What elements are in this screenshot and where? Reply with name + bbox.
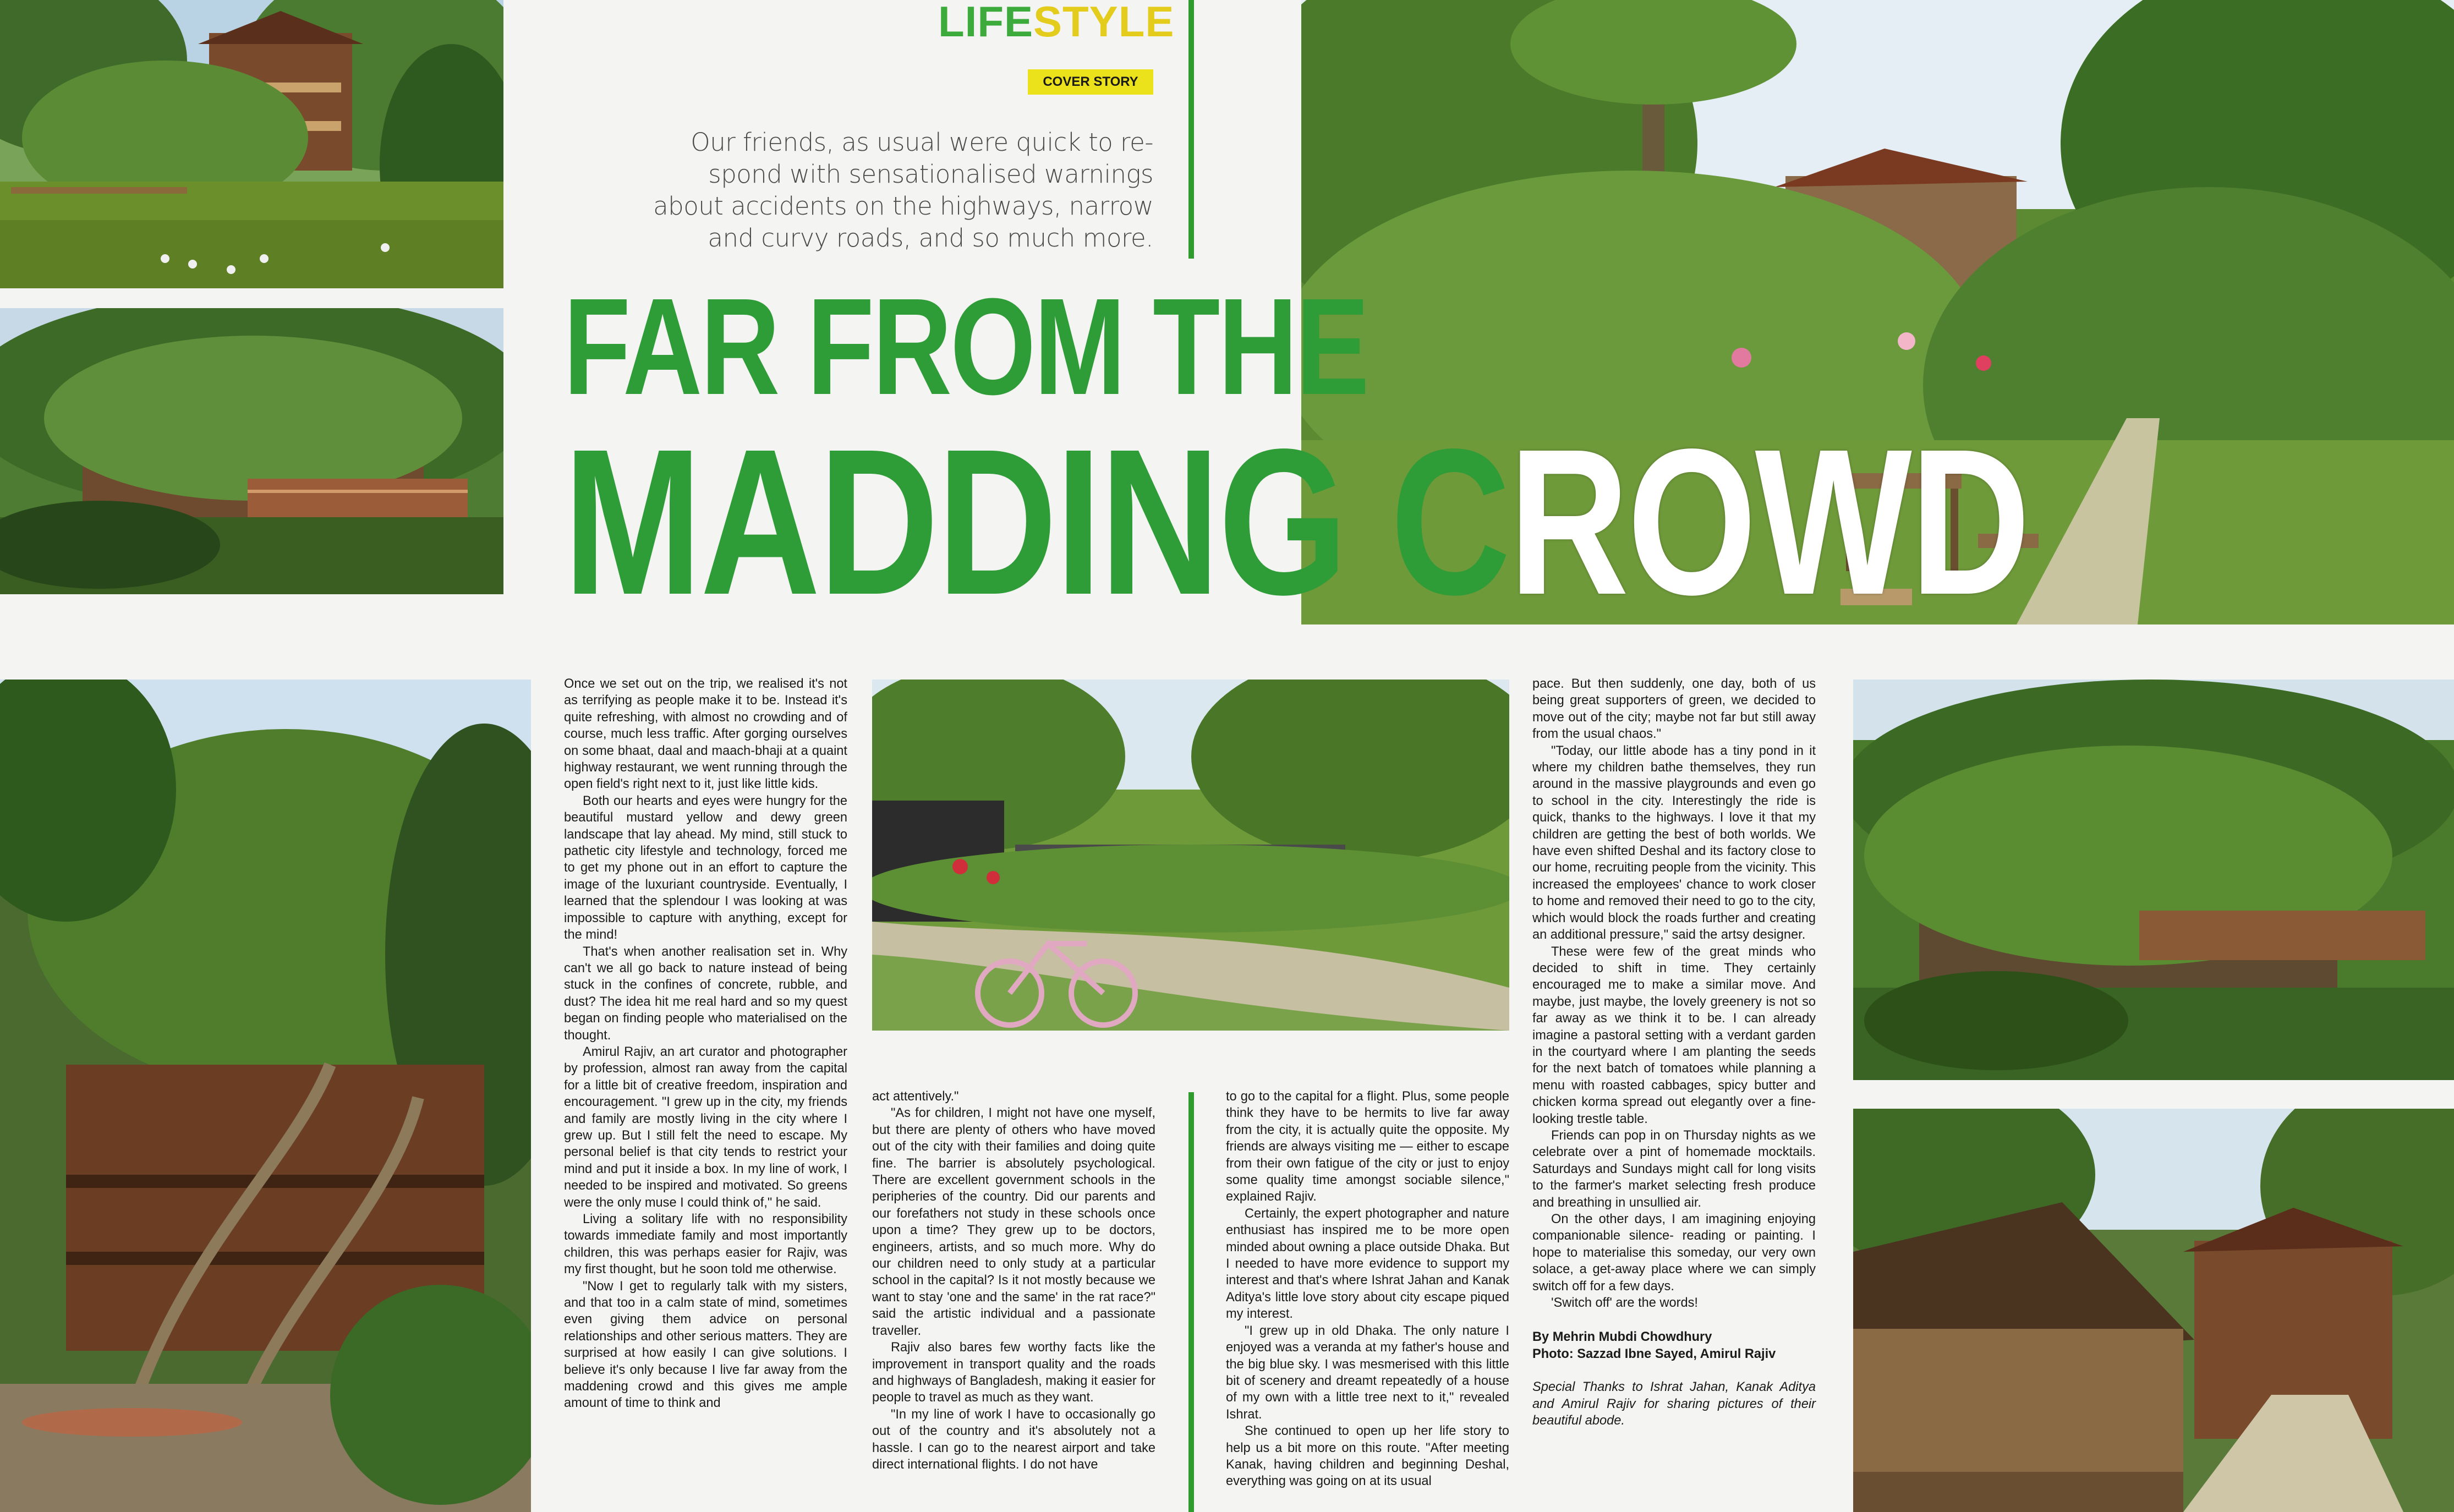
paragraph: "In my line of work I have to occasionally go out of the country and it's absolutely not a hassle. I can go to the nearest airport and take direct international flights. I do not have: [872, 1407, 1155, 1472]
article-column-3: [1226, 1088, 1509, 1490]
photo-house-pond: [0, 0, 503, 288]
paragraph: On the other days, I am imagining enjoying companionable silence- reading or painting. I hope to materialise this someday, our very own solace, a get-away place where we can simply switch off for a few days.: [1532, 1212, 1816, 1294]
headline-white-part: ROWD: [1509, 406, 2029, 638]
green-divider-bottom: [1188, 1092, 1194, 1512]
paragraph: act attentively.": [872, 1089, 959, 1104]
paragraph: "As for children, I might not have one myself, but there are plenty of others who have moved out of the city with their families and doing quite fine. The barrier is absolutely psychological. There are excellent government schools in the peripheries of the country. Did our parents and our forefathers not study in these schools once upon a time? They grew up to be doctors, engineers, artists, and so much more. Why do our children need to only study at a particular school in the capital? Is it not mostly because we want to stay 'one and the same' in the rat race?" said the artistic individual and a passionate traveller.: [872, 1106, 1155, 1338]
paragraph: Certainly, the expert photographer and nature enthusiast has inspired me to be more open minded about owning a place outside Dhaka. But I needed to have more evidence to support my interest and that's where Ishrat Jahan and Kanak Aditya's little love story about city escape piqued my interest.: [1226, 1206, 1509, 1322]
photo-tree-house: [0, 680, 531, 1512]
paragraph: Both our hearts and eyes were hungry for the beautiful mustard yellow and dewy green landscape that lay ahead. My mind, still stuck to pathetic city lifestyle and technology, forced me to get my phone out in an effort to capture the image of the luxuriant countryside. Eventually, I learned that the splendour I was looking at was impossible to capture with anything, except for the mind!: [564, 793, 847, 943]
paragraph: Amirul Rajiv, an art curator and photographer by profession, almost ran away from the capital for a little bit of creative freedom, inspiration and encouragement. "I grew up in the city, my friends and family are mostly living in the city where I grew up. But I still felt the need to escape. My personal belief is that city tends to restrict your mind and put it inside a box. In my line of work, I needed to be inspired and motivated. So greens were the only muse I could think of," he said.: [564, 1044, 847, 1210]
paragraph: Living a solitary life with no responsibility towards immediate family and most importantly children, this was perhaps easier for Rajiv, was my first thought, but he soon told me otherwise.: [564, 1212, 847, 1277]
article-column-1: [564, 676, 847, 1412]
photo-bicycle-garden: [872, 680, 1509, 1031]
paragraph: to go to the capital for a flight. Plus, some people think they have to be hermits to live far away from the city, it is actually quite the opposite. My friends are always visiting me — either to escape from their own fatigue of the city or just to enjoy some quality time amongst sociable silence," explained Rajiv.: [1226, 1089, 1509, 1204]
photo-vine-house: [0, 308, 503, 594]
headline-line-2: [563, 406, 2029, 638]
paragraph: That's when another realisation set in. Why can't we all go back to nature instead of being stuck in the confines of concrete, rubble, and dust? The idea hit me real hard and so my quest began on finding people who materialised on the thought.: [564, 944, 847, 1043]
green-divider-top: [1188, 0, 1194, 259]
masthead-life: LIFE: [938, 0, 1033, 46]
paragraph: "Now I get to regularly talk with my sisters, and that too in a calm state of mind, sometimes even giving them advice on personal relationships and other serious matters. They are surprised at how easily I can give solutions. I believe it's only because I live far away from the maddening crowd and this gives me ample amount of time to think and: [564, 1279, 847, 1411]
cover-story-badge: COVER STORY: [1028, 69, 1153, 95]
masthead-style: STYLE: [1033, 0, 1175, 46]
paragraph: Friends can pop in on Thursday nights as we celebrate over a pint of homemade mocktails. Saturdays and Sundays might call for long visits to the farmer's market selecting fresh produce and breathing in unsullied air.: [1532, 1128, 1816, 1210]
article-column-4: [1532, 676, 1816, 1429]
special-thanks: Special Thanks to Ishrat Jahan, Kanak Aditya and Amirul Rajiv for sharing pictures of their beautiful abode.: [1532, 1380, 1816, 1428]
paragraph: She continued to open up her life story to help us a bit more on this route. "After meeting Kanak, having children and beginning Deshal, everything was going on at its usual: [1226, 1424, 1509, 1489]
paragraph: Once we set out on the trip, we realised it's not as terrifying as people make it to be. Instead it's quite refreshing, with almost no crowding and of course, much less traffic. After gorging ourselves on some bhaat, daal and maach-bhaji at a quaint highway restaurant, we went running through the open field's right next to it, just like little kids.: [564, 677, 847, 792]
section-masthead: [938, 0, 1175, 46]
photo-credit: Photo: Sazzad Ibne Sayed, Amirul Rajiv: [1532, 1346, 1776, 1361]
paragraph: "I grew up in old Dhaka. The only nature I enjoyed was a veranda at my father's house and the big blue sky. I was mesmerised with this little bit of scenery and dreamt repeatedly of a house of my own with a little tree next to it," revealed Ishrat.: [1226, 1323, 1509, 1422]
pull-quote: Our friends, as usual were quick to re-spond with sensationalised warnings about accidents on the highways, narrow and curvy roads, and so much more.: [653, 128, 1153, 253]
paragraph: Rajiv also bares few worthy facts like the improvement in transport quality and the roads and highways of Bangladesh, making it easier for people to travel as much as they want.: [872, 1340, 1155, 1405]
paragraph: pace. But then suddenly, one day, both of us being great supporters of green, we decided to move out of the city; maybe not far but still away from the usual chaos.": [1532, 677, 1816, 742]
photo-bamboo-houses: [1853, 1109, 2454, 1512]
paragraph: "Today, our little abode has a tiny pond in it where my children bathe themselves, they run around in the massive playgrounds and even go to school in the city. Interestingly the ride is quick, thanks to the highways. I love it that my children are getting the best of both worlds. We have even shifted Deshal and its factory close to our home, recruiting people from the vicinity. This increased the employees' chance to work closer to home and removed their need to go to the city, which would block the roads further and creating an additional pressure," said the artsy designer.: [1532, 743, 1816, 943]
article-column-2: [872, 1088, 1155, 1473]
byline: By Mehrin Mubdi Chowdhury: [1532, 1330, 1712, 1345]
paragraph: 'Switch off' are the words!: [1551, 1296, 1698, 1311]
headline-green-part: MADDING C: [563, 406, 1509, 638]
headline-line-1: FAR FROM THE: [563, 270, 1368, 423]
photo-vine-covered-house: [1853, 680, 2454, 1080]
paragraph: These were few of the great minds who decided to shift in time. They certainly encouraged me to make a similar move. And maybe, just maybe, the lovely greenery is not so far away as we think it to be. I can already imagine a pastoral setting with a verdant garden in the courtyard where I am planting the seeds for the next batch of tomatoes while planning a menu with roasted cabbages, spicy butter and chicken korma spread out elegantly over a fine-looking trestle table.: [1532, 944, 1816, 1126]
